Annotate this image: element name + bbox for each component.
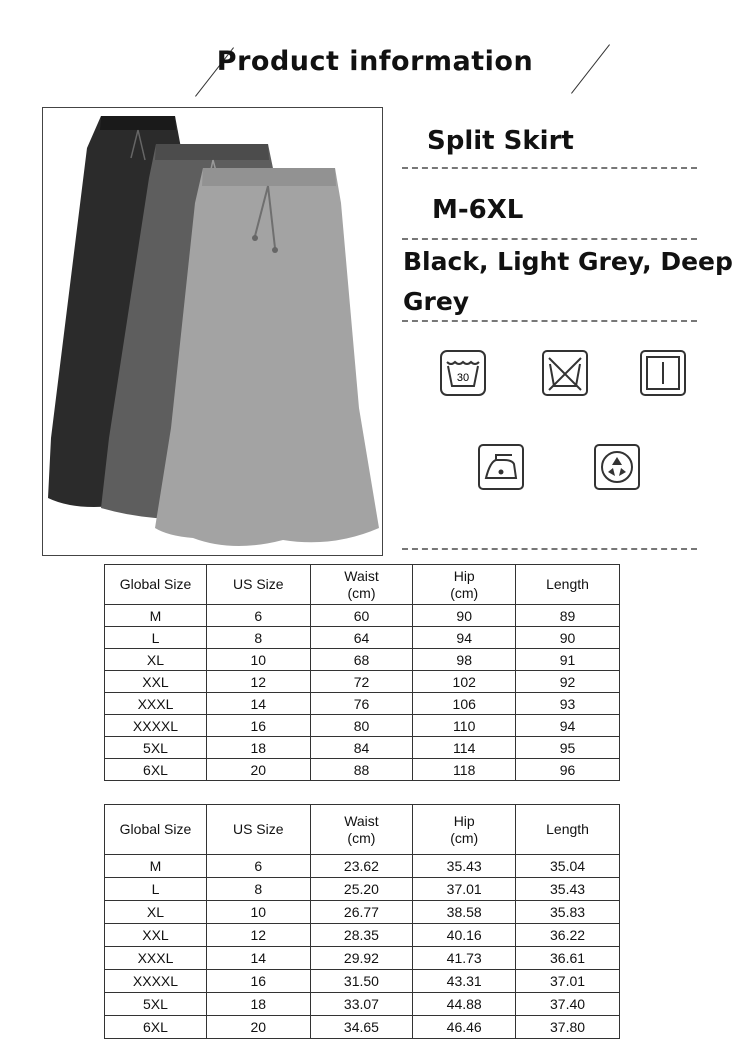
table-cell: 6XL — [105, 759, 207, 781]
table-cell: 118 — [413, 759, 516, 781]
table-cell: 36.61 — [516, 947, 620, 970]
table-cell: 8 — [206, 627, 310, 649]
table-cell: 84 — [310, 737, 413, 759]
table-cell: XXXXL — [105, 715, 207, 737]
table-row — [105, 649, 620, 671]
table-row — [105, 901, 620, 924]
table-cell: 95 — [516, 737, 620, 759]
product-photo — [42, 107, 383, 556]
table-cell: L — [105, 878, 207, 901]
table-cell: 35.83 — [516, 901, 620, 924]
table-row — [105, 1016, 620, 1039]
table-cell: 114 — [413, 737, 516, 759]
product-name: Split Skirt — [427, 126, 574, 156]
size-table-cm-body — [105, 605, 620, 781]
size-table-inch — [104, 804, 620, 1039]
table-row — [105, 924, 620, 947]
table-cell: 8 — [206, 878, 310, 901]
table-cell: 94 — [413, 627, 516, 649]
table-cell: 89 — [516, 605, 620, 627]
col-header-global-size: Global Size — [105, 805, 207, 855]
do-not-wash-icon — [542, 350, 588, 396]
col-header-waist: Waist (cm) — [310, 565, 413, 605]
table-cell: 88 — [310, 759, 413, 781]
table-cell: 94 — [516, 715, 620, 737]
col-header-waist: Waist (cm) — [310, 805, 413, 855]
divider-1 — [402, 167, 697, 169]
table-cell: XXXL — [105, 693, 207, 715]
table-row — [105, 993, 620, 1016]
table-row — [105, 737, 620, 759]
size-table-cm — [104, 564, 620, 781]
table-cell: 12 — [206, 671, 310, 693]
table-row — [105, 759, 620, 781]
table-header-row — [105, 805, 620, 855]
table-row — [105, 855, 620, 878]
table-cell: XL — [105, 649, 207, 671]
table-cell: 92 — [516, 671, 620, 693]
table-cell: 90 — [413, 605, 516, 627]
table-cell: M — [105, 855, 207, 878]
table-cell: 90 — [516, 627, 620, 649]
divider-2 — [402, 238, 697, 240]
col-header-global-size: Global Size — [105, 565, 207, 605]
iron-icon — [478, 444, 524, 490]
table-row — [105, 605, 620, 627]
table-cell: 37.80 — [516, 1016, 620, 1039]
table-row — [105, 627, 620, 649]
recycle-icon — [594, 444, 640, 490]
table-cell: XXXL — [105, 947, 207, 970]
table-cell: 26.77 — [310, 901, 413, 924]
table-cell: XXXXL — [105, 970, 207, 993]
col-header-length: Length — [516, 805, 620, 855]
product-sizes: M-6XL — [432, 195, 524, 225]
table-row — [105, 715, 620, 737]
table-cell: 38.58 — [413, 901, 516, 924]
table-cell: 29.92 — [310, 947, 413, 970]
table-cell: M — [105, 605, 207, 627]
table-cell: 35.43 — [413, 855, 516, 878]
table-cell: 18 — [206, 993, 310, 1016]
col-header-us-size: US Size — [206, 805, 310, 855]
table-cell: 16 — [206, 970, 310, 993]
table-row — [105, 693, 620, 715]
product-colors-line2: Grey — [403, 287, 470, 316]
table-cell: 31.50 — [310, 970, 413, 993]
table-cell: 96 — [516, 759, 620, 781]
table-cell: L — [105, 627, 207, 649]
table-cell: 6 — [206, 605, 310, 627]
table-cell: 80 — [310, 715, 413, 737]
col-header-us-size: US Size — [206, 565, 310, 605]
table-row — [105, 947, 620, 970]
table-cell: 36.22 — [516, 924, 620, 947]
table-cell: 6XL — [105, 1016, 207, 1039]
table-cell: 20 — [206, 1016, 310, 1039]
table-cell: 110 — [413, 715, 516, 737]
table-cell: 28.35 — [310, 924, 413, 947]
table-cell: 12 — [206, 924, 310, 947]
divider-3 — [402, 320, 697, 322]
table-cell: 68 — [310, 649, 413, 671]
table-cell: 72 — [310, 671, 413, 693]
table-cell: XXL — [105, 924, 207, 947]
product-colors-line1: Black, Light Grey, Deep — [403, 247, 733, 276]
table-cell: 43.31 — [413, 970, 516, 993]
table-cell: 25.20 — [310, 878, 413, 901]
table-cell: 93 — [516, 693, 620, 715]
skirts-illustration — [43, 108, 382, 555]
table-cell: 33.07 — [310, 993, 413, 1016]
table-cell: 6 — [206, 855, 310, 878]
table-cell: 46.46 — [413, 1016, 516, 1039]
table-cell: 64 — [310, 627, 413, 649]
table-cell: 60 — [310, 605, 413, 627]
line-dry-icon — [640, 350, 686, 396]
table-cell: 5XL — [105, 737, 207, 759]
table-cell: XL — [105, 901, 207, 924]
table-cell: 106 — [413, 693, 516, 715]
table-cell: 23.62 — [310, 855, 413, 878]
table-row — [105, 671, 620, 693]
size-table-inch-body — [105, 855, 620, 1039]
table-row — [105, 970, 620, 993]
table-cell: 41.73 — [413, 947, 516, 970]
col-header-hip: Hip (cm) — [413, 805, 516, 855]
page-title: Product information — [216, 46, 534, 77]
wash-30-icon — [440, 350, 486, 396]
divider-4 — [402, 548, 697, 550]
table-cell: 10 — [206, 649, 310, 671]
table-cell: 98 — [413, 649, 516, 671]
table-cell: 35.43 — [516, 878, 620, 901]
table-cell: 37.40 — [516, 993, 620, 1016]
table-cell: 40.16 — [413, 924, 516, 947]
table-cell: 14 — [206, 947, 310, 970]
table-cell: 37.01 — [516, 970, 620, 993]
table-cell: 14 — [206, 693, 310, 715]
table-cell: 44.88 — [413, 993, 516, 1016]
col-header-length: Length — [516, 565, 620, 605]
table-cell: 91 — [516, 649, 620, 671]
table-cell: 18 — [206, 737, 310, 759]
wash-temp-label: 30 — [456, 372, 470, 384]
table-cell: 16 — [206, 715, 310, 737]
table-cell: 5XL — [105, 993, 207, 1016]
table-cell: 34.65 — [310, 1016, 413, 1039]
table-cell: 35.04 — [516, 855, 620, 878]
table-cell: 37.01 — [413, 878, 516, 901]
table-cell: XXL — [105, 671, 207, 693]
table-cell: 10 — [206, 901, 310, 924]
table-cell: 102 — [413, 671, 516, 693]
col-header-hip: Hip (cm) — [413, 565, 516, 605]
table-header-row — [105, 565, 620, 605]
table-cell: 76 — [310, 693, 413, 715]
table-cell: 20 — [206, 759, 310, 781]
table-row — [105, 878, 620, 901]
